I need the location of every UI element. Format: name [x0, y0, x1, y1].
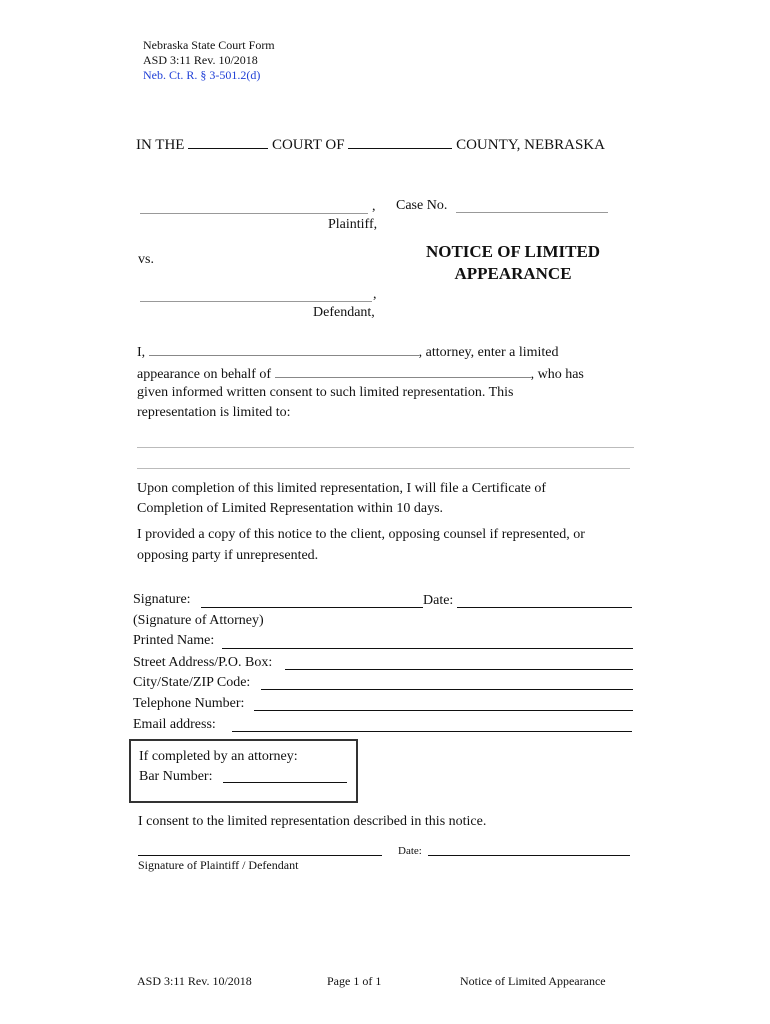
versus-label: vs. — [138, 252, 154, 267]
limited-to-label: representation is limited to: — [137, 405, 291, 420]
i-prefix: I, — [137, 345, 146, 360]
court-caption — [136, 136, 605, 154]
defendant-comma: , — [373, 287, 377, 302]
signature-of-attorney-label: (Signature of Attorney) — [133, 613, 264, 628]
party-signature-field[interactable] — [138, 855, 382, 856]
footer-page-number: Page 1 of 1 — [327, 974, 382, 988]
bar-number-field[interactable] — [223, 782, 347, 783]
plaintiff-label: Plaintiff, — [328, 217, 378, 232]
attorney-name-field[interactable] — [149, 343, 419, 356]
attorney-line — [137, 343, 559, 361]
plaintiff-field[interactable] — [140, 213, 368, 214]
footer-form-id: ASD 3:11 Rev. 10/2018 — [137, 974, 252, 988]
defendant-label: Defendant, — [313, 305, 375, 320]
attorney-box-heading: If completed by an attorney: — [139, 749, 298, 764]
consent-date-label: Date: — [398, 845, 422, 857]
copy-text-1: I provided a copy of this notice to the client, opposing counsel if represented, or — [137, 527, 585, 542]
party-signature-label: Signature of Plaintiff / Defendant — [138, 858, 299, 872]
behalf-prefix: appearance on behalf of — [137, 367, 272, 382]
court-rule-link[interactable]: Neb. Ct. R. § 3-501.2(d) — [143, 68, 261, 82]
copy-text-2: opposing party if unrepresented. — [137, 548, 319, 563]
signature-date-field[interactable] — [457, 607, 632, 608]
signature-label: Signature: — [133, 592, 191, 607]
case-no-label: Case No. — [396, 198, 448, 213]
attorney-signature-field[interactable] — [201, 607, 423, 608]
county-field[interactable] — [348, 136, 452, 149]
city-state-zip-field[interactable] — [261, 689, 633, 690]
caption-court-of: COURT OF — [271, 137, 345, 153]
email-label: Email address: — [133, 717, 216, 732]
completion-text-1: Upon completion of this limited representation, I will file a Certificate of — [137, 481, 546, 496]
attorney-suffix: , attorney, enter a limited — [418, 345, 559, 360]
city-state-zip-label: City/State/ZIP Code: — [133, 675, 251, 690]
caption-in-the: IN THE — [136, 137, 185, 153]
title-line-1: NOTICE OF LIMITED — [425, 242, 601, 261]
client-name-field[interactable] — [275, 365, 531, 378]
document-title — [410, 241, 616, 285]
form-revision: ASD 3:11 Rev. 10/2018 — [143, 53, 258, 67]
form-name: Nebraska State Court Form — [143, 38, 275, 52]
telephone-label: Telephone Number: — [133, 696, 245, 711]
behalf-line — [137, 365, 584, 383]
completion-text-2: Completion of Limited Representation within 10 days. — [137, 501, 444, 516]
consent-text: I consent to the limited representation described in this notice. — [138, 814, 487, 829]
bar-number-label: Bar Number: — [139, 769, 213, 784]
date-label: Date: — [423, 593, 454, 608]
scope-field-line-1[interactable] — [137, 447, 634, 448]
caption-county: COUNTY, NEBRASKA — [456, 137, 605, 153]
defendant-field[interactable] — [140, 301, 372, 302]
plaintiff-comma: , — [372, 199, 376, 214]
case-no-field[interactable] — [456, 212, 608, 213]
consent-statement: given informed written consent to such limited representation. This — [137, 385, 514, 400]
scope-field-line-2[interactable] — [137, 468, 630, 469]
email-field[interactable] — [232, 731, 632, 732]
street-address-label: Street Address/P.O. Box: — [133, 655, 273, 670]
footer-title: Notice of Limited Appearance — [460, 974, 606, 988]
title-line-2: APPEARANCE — [454, 264, 572, 283]
telephone-field[interactable] — [254, 710, 633, 711]
consent-date-field[interactable] — [428, 855, 630, 856]
court-type-field[interactable] — [188, 136, 268, 149]
who-has-text: , who has — [530, 367, 584, 382]
printed-name-field[interactable] — [222, 648, 633, 649]
printed-name-label: Printed Name: — [133, 633, 215, 648]
street-address-field[interactable] — [285, 669, 633, 670]
